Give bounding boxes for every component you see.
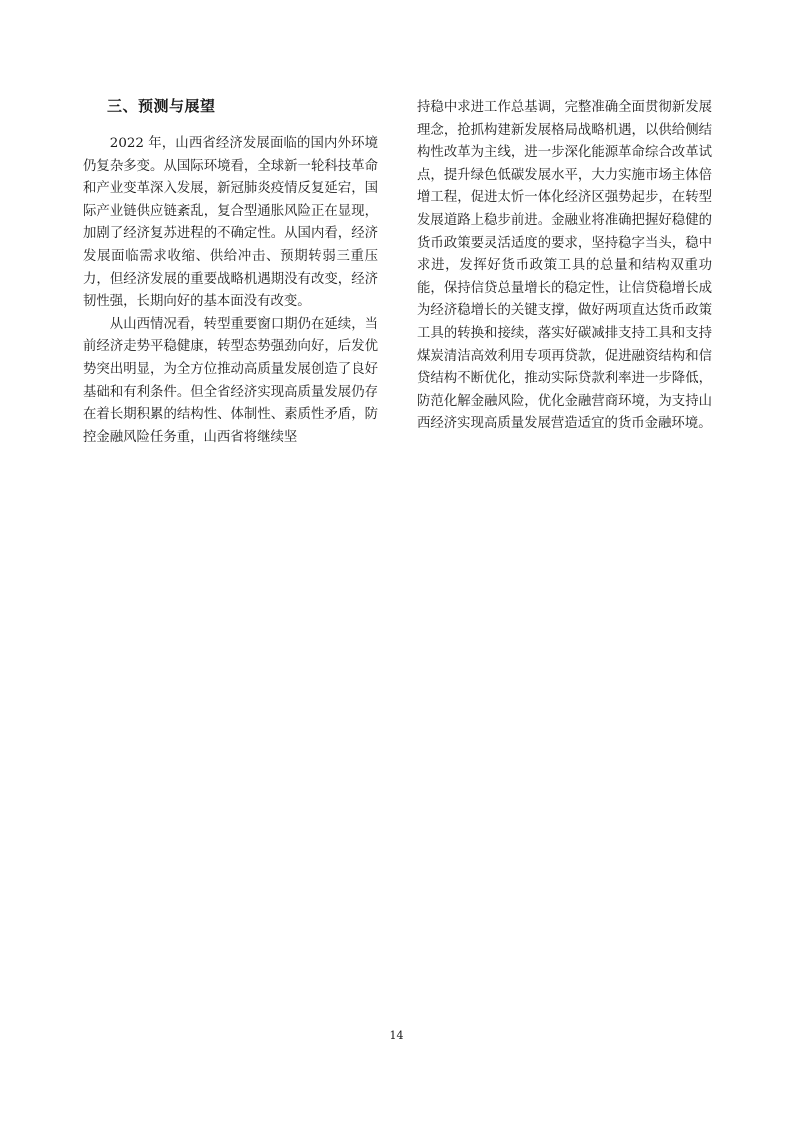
- paragraph-shanxi-situation: 从山西情况看，转型重要窗口期仍在延续，当前经济走势平稳健康，转型态势强劲向好，后发优势突出明显，为全方位推动高质量发展创造了良好基础和有利条件。但全省经济实现高质量发展仍存在着长期积累的结构性、体制性、素质性矛盾，防控金融风险任务重，山西省将继续坚: [83, 316, 378, 445]
- section-heading: 三、预测与展望: [107, 97, 216, 115]
- right-column: [417, 97, 712, 436]
- paragraph-shanxi-situation-continued: 持稳中求进工作总基调，完整准确全面贯彻新发展理念，抢抓构建新发展格局战略机遇，以供给侧结构性改革为主线，进一步深化能源革命综合改革试点，提升绿色低碳发展水平，大力实施市场主体倍增工程，促进太忻一体化经济区强势起步，在转型发展道路上稳步前进。金融业将准确把握好稳健的货币政策要灵活适度的要求，坚持稳字当头，稳中求进，发挥好货币政策工具的总量和结构双重功能，保持信贷总量增长的稳定性，让信贷稳增长成为经济稳增长的关键支撑，做好两项直达货币政策工具的转换和接续，落实好碳减排支持工具和支持煤炭清洁高效利用专项再贷款，促进融资结构和信贷结构不断优化，推动实际贷款利率进一步降低，防范化解金融风险，优化金融营商环境，为支持山西经济实现高质量发展营造适宜的货币金融环境。: [417, 100, 712, 432]
- left-column: [83, 95, 378, 449]
- page-number: 14: [389, 1029, 404, 1042]
- paragraph-outlook-environment: 2022 年，山西省经济发展面临的国内外环境仍复杂多变。从国际环境看，全球新一轮科技革命和产业变革深入发展，新冠肺炎疫情反复延宕，国际产业链供应链紊乱，复合型通胀风险正在显现，加剧了经济复苏进程的不确定性。从国内看，经济发展面临需求收缩、供给冲击、预期转弱三重压力，但经济发展的重要战略机遇期没有改变，经济韧性强，长期向好的基本面没有改变。: [83, 136, 378, 310]
